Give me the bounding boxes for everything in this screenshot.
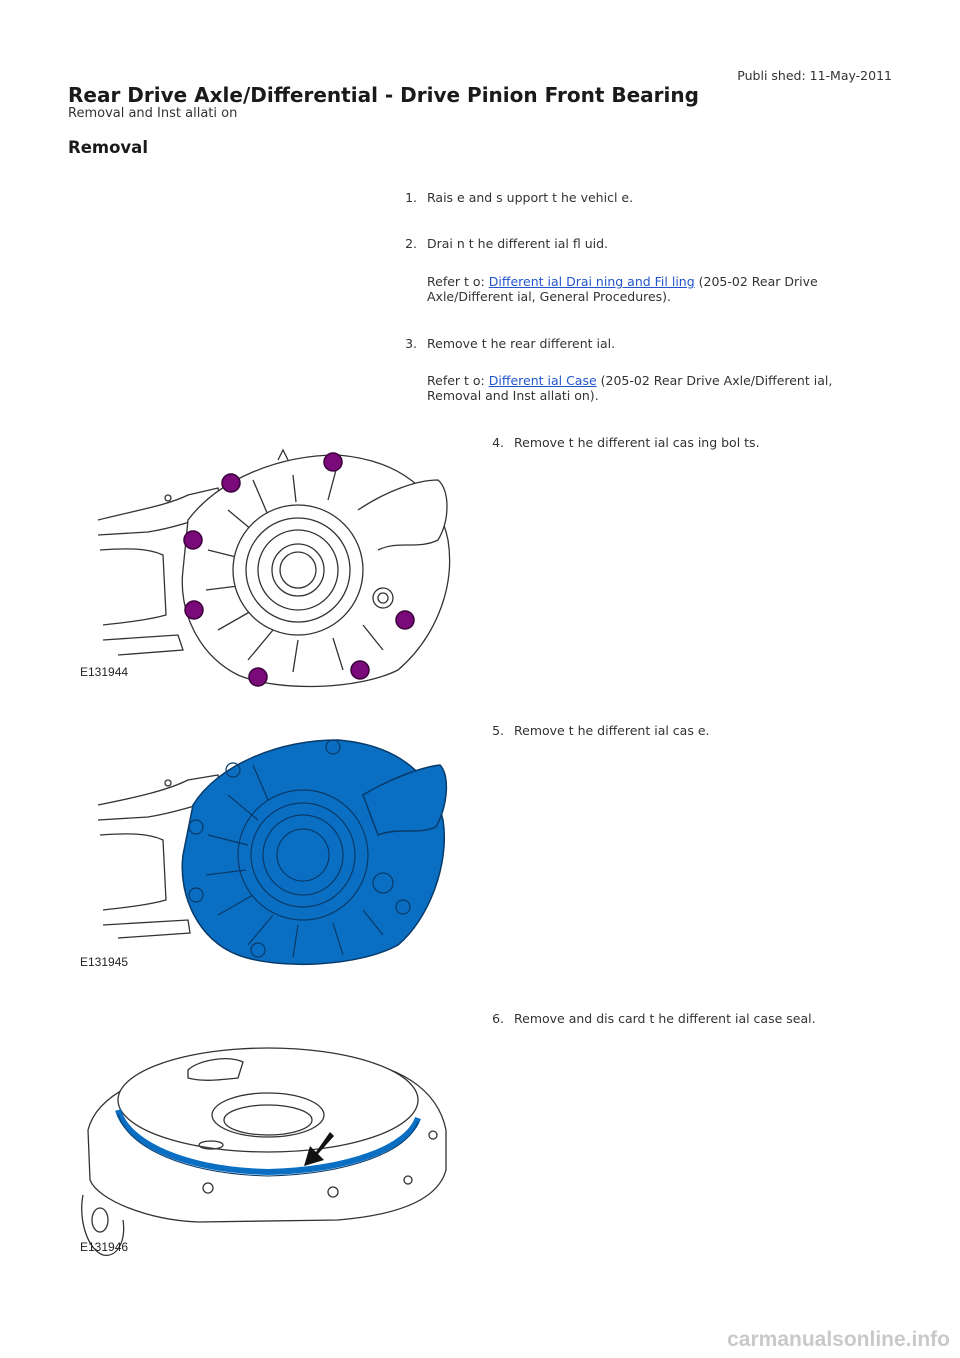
page-title: Rear Drive Axle/Differential - Drive Pinion Front Bearing xyxy=(68,83,699,107)
figure-code: E131945 xyxy=(80,955,129,969)
step-text: Remove t he different ial cas e. xyxy=(514,723,710,738)
step-number: 1. xyxy=(405,190,417,205)
case-seal-illustration xyxy=(78,1040,458,1262)
page-subtitle: Removal and Inst allati on xyxy=(68,106,238,121)
step-2-reference: Refer t o: Different ial Drai ning and Fil ling (205-02 Rear Drive Axle/Different ial, General Procedures). xyxy=(427,274,818,304)
watermark: carmanualsonline.info xyxy=(727,1328,950,1351)
step-text: Remove t he rear different ial. xyxy=(427,336,616,351)
step-text: Remove and dis card t he different ial case seal. xyxy=(514,1011,816,1026)
differential-case-illustration xyxy=(78,735,458,975)
section-title: Removal xyxy=(68,138,148,157)
step-text: Drai n t he different ial fl uid. xyxy=(427,236,609,251)
draining-filling-link[interactable]: Different ial Drai ning and Fil ling xyxy=(488,274,695,289)
step-text: Remove t he different ial cas ing bol ts. xyxy=(514,435,760,450)
figure-code: E131946 xyxy=(80,1240,129,1254)
published-date: Publi shed: 11-May-2011 xyxy=(737,68,892,83)
casing-bolts-illustration xyxy=(78,440,458,692)
figure-casing-bolts xyxy=(78,440,458,692)
figure-differential-case xyxy=(78,735,458,975)
step-text: Rais e and s upport t he vehicl e. xyxy=(427,190,634,205)
step-number: 2. xyxy=(405,236,417,251)
step-number: 6. xyxy=(492,1011,504,1026)
step-3-reference: Refer t o: Different ial Case (205-02 Rear Drive Axle/Different ial, Removal and Inst allati on). xyxy=(427,373,833,403)
differential-case-link[interactable]: Different ial Case xyxy=(488,373,597,388)
figure-case-seal xyxy=(78,1040,458,1262)
step-number: 3. xyxy=(405,336,417,351)
step-number: 4. xyxy=(492,435,504,450)
figure-code: E131944 xyxy=(80,665,129,679)
step-number: 5. xyxy=(492,723,504,738)
